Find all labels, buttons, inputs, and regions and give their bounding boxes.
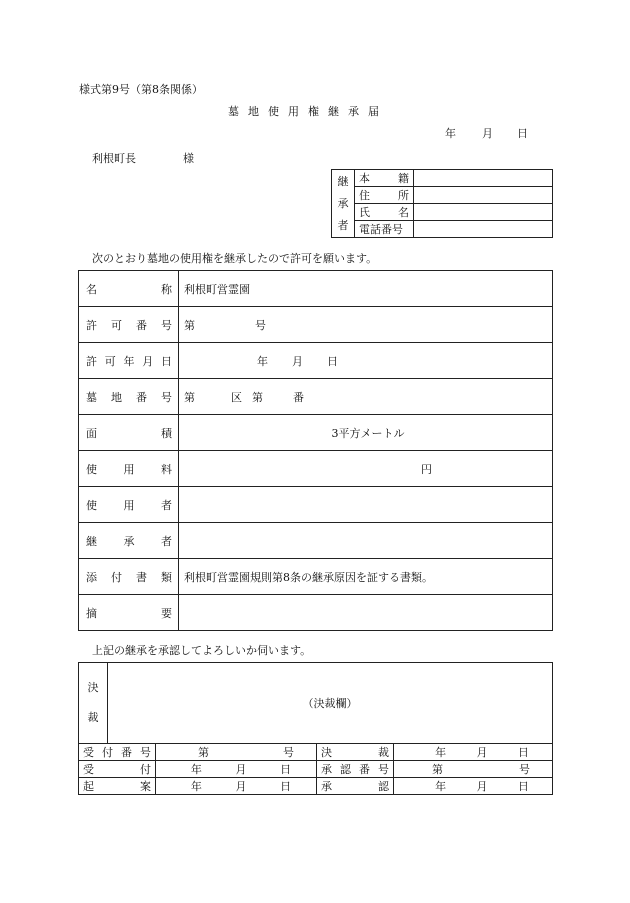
processing-row: 受 付 番 号 第 号 決 裁 年 月 日	[79, 744, 553, 761]
processing-row: 受 付 年 月 日 承 認 番 号 第 号	[79, 761, 553, 778]
processing-table	[78, 743, 553, 795]
value-plot-number[interactable]: 第 区 第 番	[179, 379, 553, 415]
successor-label-honseki: 本 籍	[355, 170, 414, 187]
row-permit-number: 許 可 番 号 第 号	[79, 307, 553, 343]
approval-vertical-label: 決 裁	[79, 663, 108, 744]
value-remarks[interactable]	[179, 595, 553, 631]
successor-vertical-label: 継 承 者	[332, 170, 355, 238]
value-permit-number[interactable]: 第 号	[179, 307, 553, 343]
successor-label-phone: 電話番号	[355, 221, 414, 238]
successor-value-name[interactable]	[414, 204, 553, 221]
approval-content[interactable]: （決裁欄）	[108, 663, 553, 744]
row-user: 使 用 者	[79, 487, 553, 523]
addressee: 利根町長	[92, 152, 136, 165]
intro-text: 次のとおり墓地の使用権を継承したので許可を願います。	[92, 252, 378, 265]
row-plot-number: 墓 地 番 号 第 区 第 番	[79, 379, 553, 415]
successor-value-honseki[interactable]	[414, 170, 553, 187]
successor-label-name: 氏 名	[355, 204, 414, 221]
successor-box	[331, 169, 553, 238]
row-fee: 使 用 料 円	[79, 451, 553, 487]
successor-value-address[interactable]	[414, 187, 553, 204]
document-title: 墓地使用権継承届	[228, 105, 388, 118]
main-table	[78, 270, 553, 631]
successor-label-address: 住 所	[355, 187, 414, 204]
processing-row: 起 案 年 月 日 承 認 年 月 日	[79, 778, 553, 795]
approval-note: 上記の継承を承認してよろしいか伺います。	[92, 644, 312, 657]
row-remarks: 摘 要	[79, 595, 553, 631]
row-name: 名 称 利根町営霊園	[79, 271, 553, 307]
approval-box	[78, 662, 553, 744]
value-attachments[interactable]: 利根町営霊園規則第8条の継承原因を証する書類。	[179, 559, 553, 595]
value-user[interactable]	[179, 487, 553, 523]
row-area: 面 積 3平方メートル	[79, 415, 553, 451]
value-successor[interactable]	[179, 523, 553, 559]
row-successor: 継 承 者	[79, 523, 553, 559]
successor-value-phone[interactable]	[414, 221, 553, 238]
date-month: 月	[482, 127, 493, 140]
date-day: 日	[517, 127, 528, 140]
value-permit-date[interactable]: 年 月 日	[179, 343, 553, 379]
value-fee[interactable]: 円	[179, 451, 553, 487]
row-permit-date: 許 可 年 月 日 年 月 日	[79, 343, 553, 379]
addressee-suffix: 様	[183, 152, 194, 165]
row-attachments: 添 付 書 類 利根町営霊園規則第8条の継承原因を証する書類。	[79, 559, 553, 595]
value-area[interactable]: 3平方メートル	[179, 415, 553, 451]
value-name[interactable]: 利根町営霊園	[179, 271, 553, 307]
form-number: 様式第9号（第8条関係）	[79, 83, 203, 96]
date-year: 年	[445, 127, 456, 140]
